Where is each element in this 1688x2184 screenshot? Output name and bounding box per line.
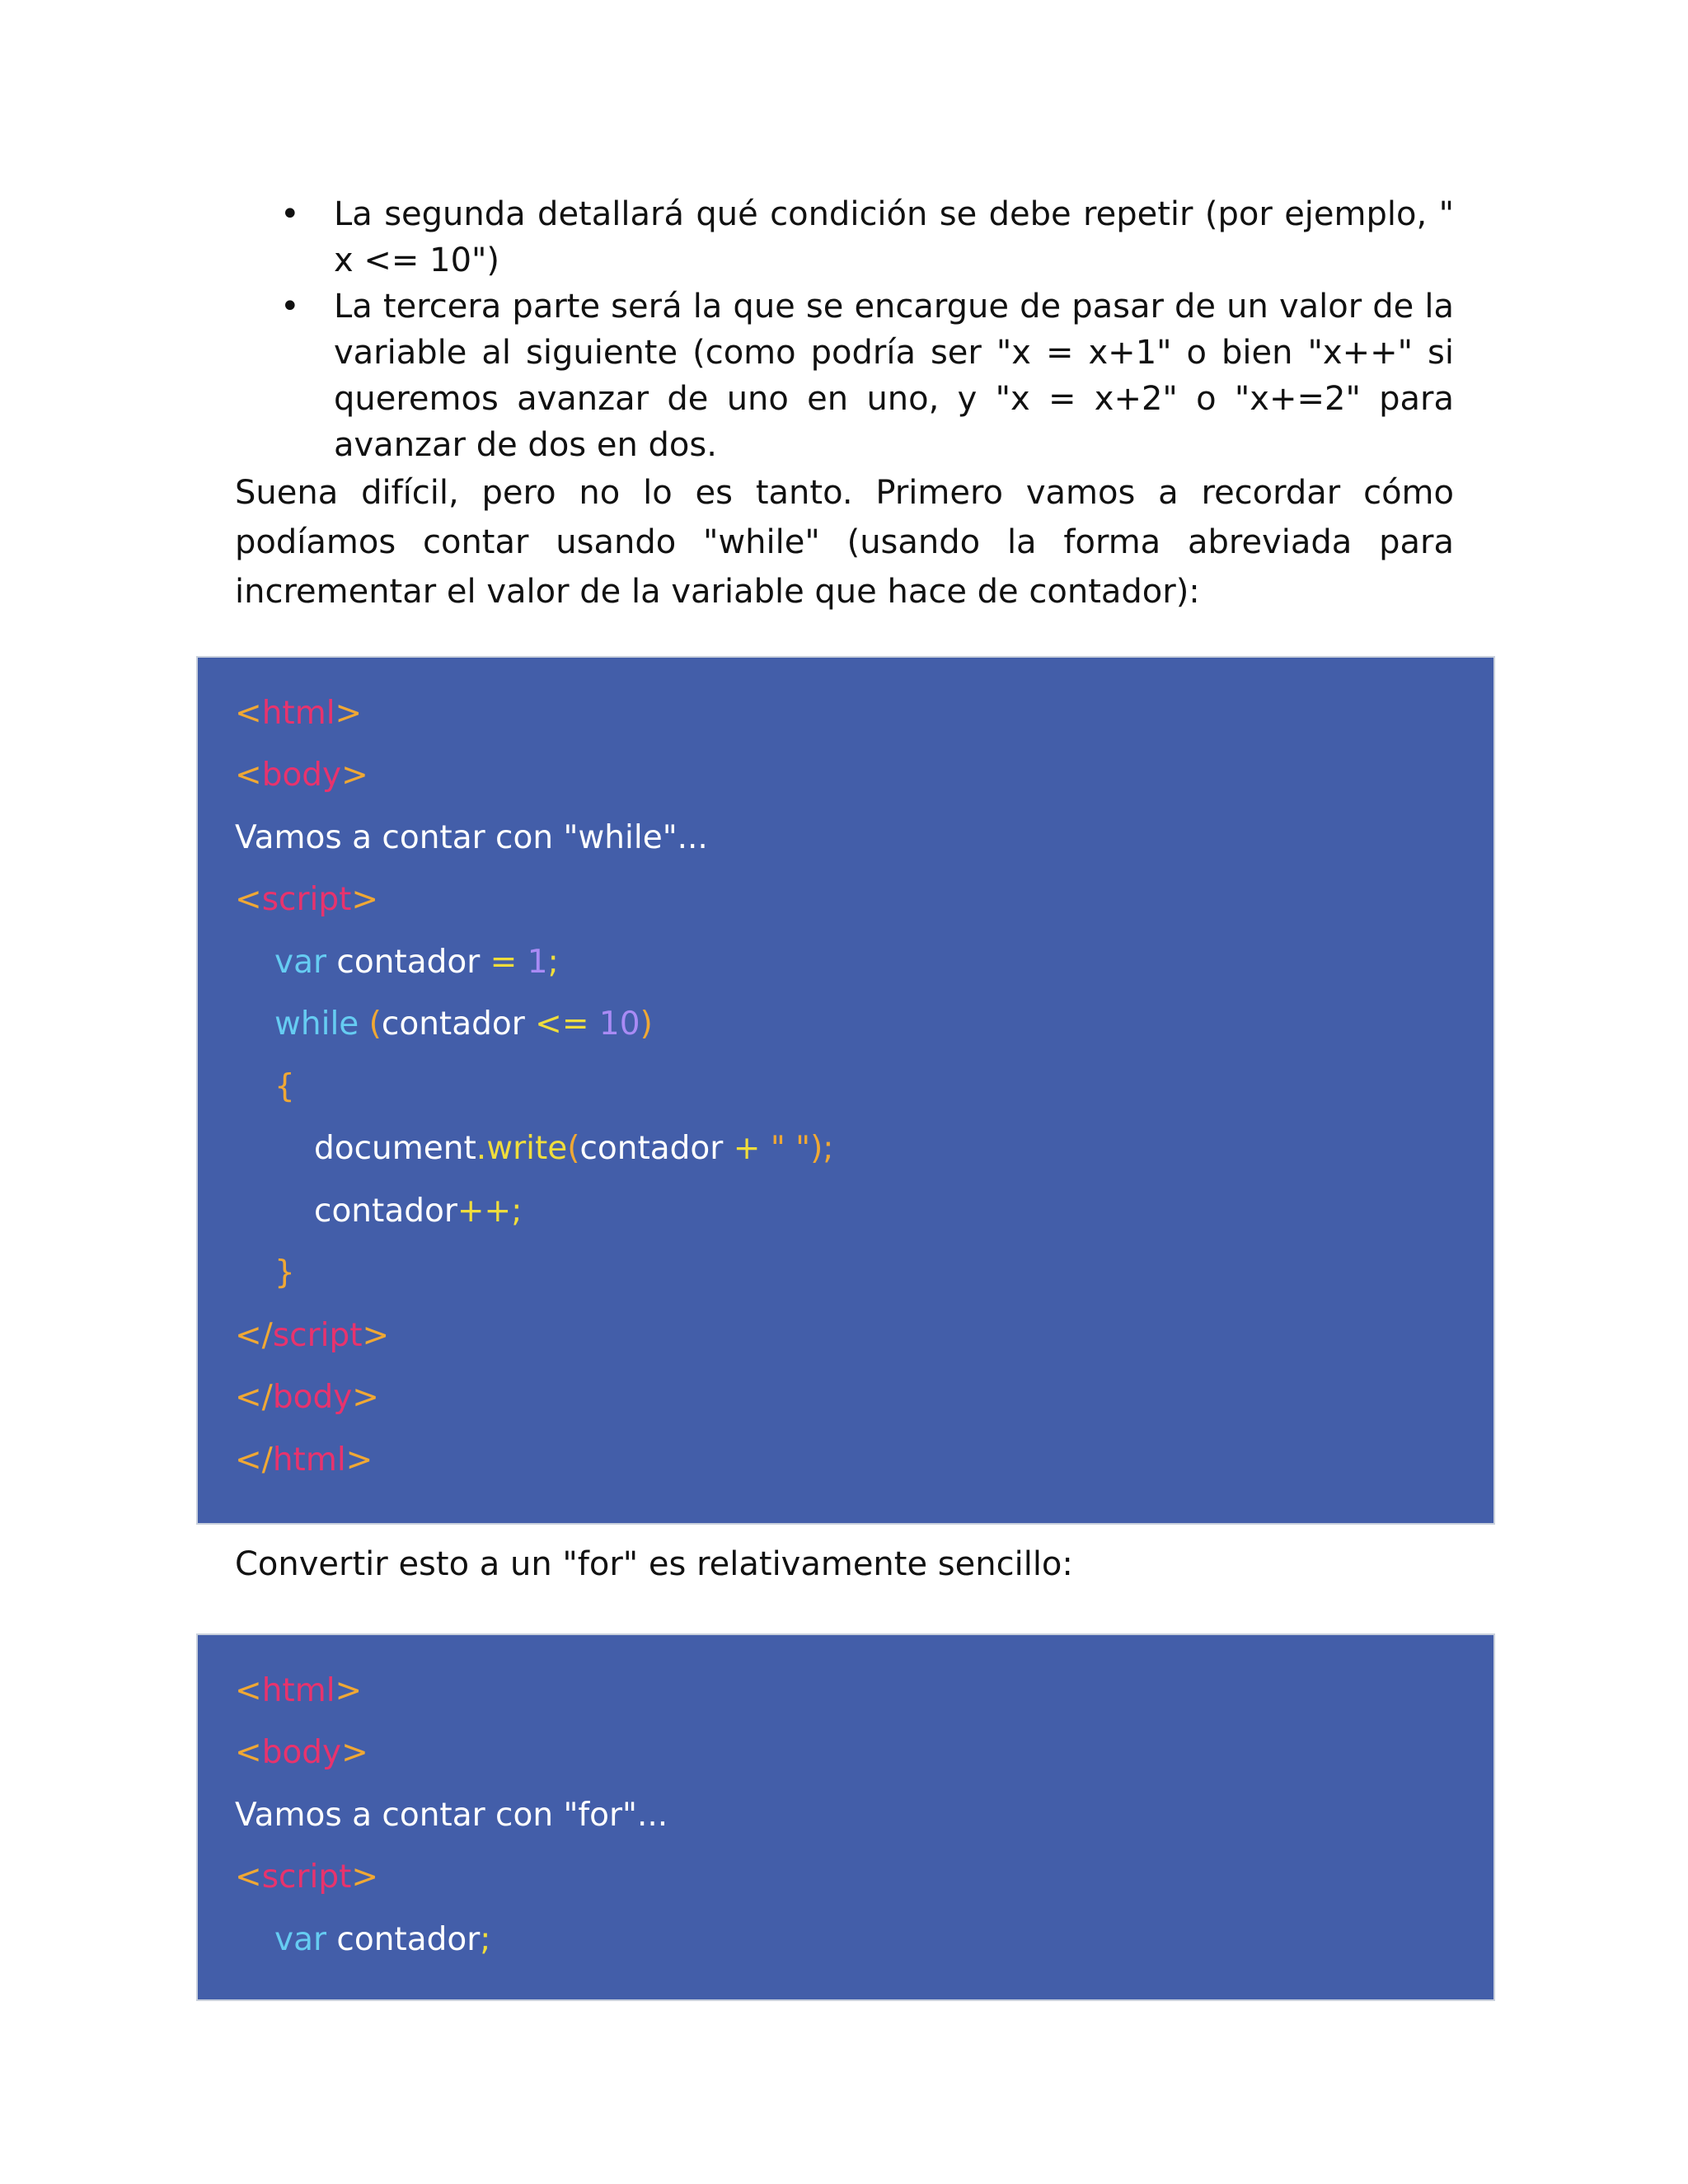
code-block-while — [196, 656, 1495, 1525]
code-line-body-close: </body> — [235, 1379, 379, 1416]
code-line-script-open: <script> — [235, 881, 379, 918]
transition-paragraph: Convertir esto a un "for" es relativamente sencillo: — [235, 1545, 1073, 1583]
code-line-brace-close: } — [274, 1254, 295, 1291]
code-line-write: document.write(contador + " "); — [314, 1130, 834, 1167]
code-line-var: var contador; — [274, 1921, 491, 1958]
bullet-dot-icon: • — [280, 288, 300, 326]
code-line-html-close: </html> — [235, 1441, 373, 1479]
code-line-text: Vamos a contar con "for"... — [235, 1797, 668, 1834]
code-line-var: var contador = 1; — [274, 944, 559, 981]
code-line-text: Vamos a contar con "while"... — [235, 819, 708, 856]
bullet-dot-icon: • — [280, 195, 300, 233]
code-line-html-open: <html> — [235, 1672, 363, 1709]
code-line-brace-open: { — [274, 1068, 295, 1105]
bullet-text: La segunda detallará qué condición se debe repetir (por ejemplo, " x <= 10") — [334, 195, 1454, 279]
code-line-script-close: </script> — [235, 1317, 390, 1354]
code-line-script-open: <script> — [235, 1858, 379, 1896]
code-line-while: while (contador <= 10) — [274, 1005, 653, 1043]
bullet-text: La tercera parte será la que se encargue de pasar de un valor de la variable al siguiente (como podría ser "x = x+1" o bien "x++" si queremos avanzar de uno en uno, y "x = x+2" o "x+=2" para avanzar de dos en dos. — [334, 288, 1454, 464]
code-line-increment: contador++; — [314, 1193, 523, 1230]
list-item — [280, 284, 1454, 468]
code-line-html-open: <html> — [235, 695, 363, 732]
intro-paragraph: Suena difícil, pero no lo es tanto. Primero vamos a recordar cómo podíamos contar usando "while" (usando la forma abreviada para incrementar el valor de la variable que hace de contador): — [235, 474, 1454, 611]
bullet-list — [280, 191, 1454, 468]
code-line-body-open: <body> — [235, 1734, 368, 1771]
list-item — [280, 191, 1454, 284]
code-line-body-open: <body> — [235, 757, 368, 794]
code-block-for — [196, 1633, 1495, 2001]
